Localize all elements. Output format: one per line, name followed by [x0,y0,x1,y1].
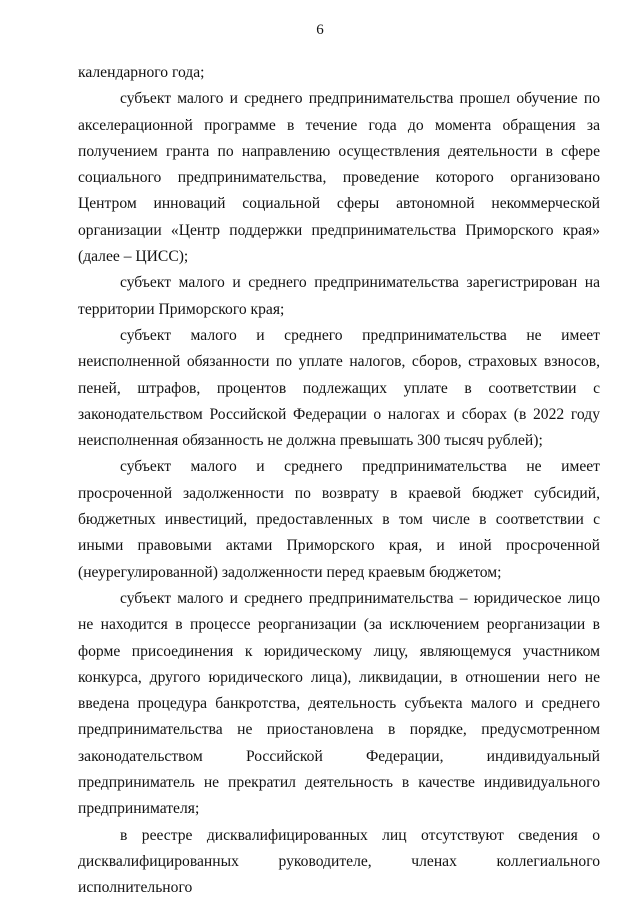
paragraph-budget-debt: субъект малого и среднего предпринимательства не имеет просроченной задолженности по возврату в краевой бюджет субсидий, бюджетных инвестиций, предоставленных в том числе в соответствии с иными правовыми актами Приморского края, и иной просроченной (неурегулированной) задолженности перед краевым бюджетом; [78,458,600,581]
paragraph-registration: субъект малого и среднего предпринимательства зарегистрирован на территории Приморского края; [78,274,600,318]
paragraph-tax-obligations: субъект малого и среднего предпринимательства не имеет неисполненной обязанности по уплате налогов, сборов, страховых взносов, пеней, штрафов, процентов подлежащих уплате в соответствии с законодательством Российской Федерации о налогах и сборах (в 2022 году неисполненная обязанность не должна превышать 300 тысяч рублей); [78,326,600,450]
paragraph-disqualified-registry: в реестре дисквалифицированных лиц отсутствуют сведения о дисквалифицированных руководителе, членах коллегиального исполнительного [78,826,600,897]
body-text [78,60,600,902]
paragraph-accelerator-training: субъект малого и среднего предпринимательства прошел обучение по акселерационной программе в течение года до момента обращения за получением гранта по направлению осуществления деятельности в сфере социального предпринимательства, проведение которого организовано Центром инноваций социальной сферы автономной некоммерческой организации «Центр поддержки предпринимательства Приморского края» (далее – ЦИСС); [78,90,600,266]
page-number: 6 [316,22,324,38]
paragraph-reorganization: субъект малого и среднего предпринимательства – юридическое лицо не находится в процессе реорганизации (за исключением реорганизации в форме присоединения к юридическому лицу, являющемуся участником конкурса, другого юридического лица), ликвидации, в отношении него не введена процедура банкротства, деятельность субъекта малого и среднего предпринимательства не приостановлена в порядке, предусмотренном законодательством Российской Федерации, индивидуальный предприниматель не прекратил деятельность в качестве индивидуального предпринимателя; [78,589,600,818]
paragraph-calendar-year: календарного года; [78,64,205,81]
